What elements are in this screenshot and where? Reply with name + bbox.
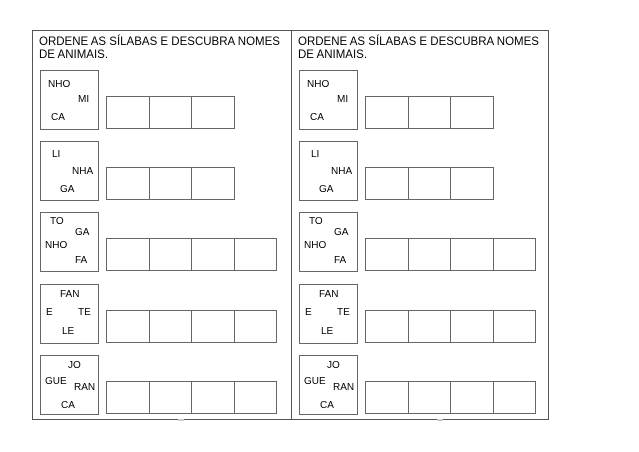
answer-cell[interactable] (106, 96, 150, 129)
answer-cell[interactable] (365, 381, 409, 414)
answer-cell[interactable] (149, 310, 193, 343)
answer-cell[interactable] (191, 238, 235, 271)
answer-cell[interactable] (493, 238, 537, 271)
syllable: GA (75, 227, 90, 238)
syllable-box (299, 284, 358, 344)
syllable: JO (68, 360, 81, 371)
syllable: LI (52, 149, 61, 160)
syllable: CA (320, 400, 334, 411)
answer-boxes (365, 167, 493, 200)
answer-cell[interactable] (149, 238, 193, 271)
syllable: FA (334, 255, 347, 266)
exercise-5 (299, 355, 549, 417)
syllable-box (40, 212, 99, 272)
syllable: GA (319, 184, 334, 195)
answer-cell[interactable] (493, 310, 537, 343)
exercise-2 (299, 141, 549, 203)
answer-cell[interactable] (106, 310, 150, 343)
answer-cell[interactable] (191, 381, 235, 414)
syllable: NHO (307, 79, 330, 90)
answer-boxes (106, 310, 276, 343)
syllable: FAN (319, 289, 339, 300)
exercise-4 (40, 284, 290, 346)
answer-cell[interactable] (234, 310, 278, 343)
syllable-box (299, 141, 358, 201)
syllable: GA (60, 184, 75, 195)
syllable: CA (51, 112, 65, 123)
syllable: GUE (304, 376, 326, 387)
answer-cell[interactable] (493, 381, 537, 414)
syllable: GA (334, 227, 349, 238)
syllable: NHA (72, 166, 94, 177)
exercise-1 (40, 70, 290, 132)
answer-cell[interactable] (106, 381, 150, 414)
answer-boxes (106, 381, 276, 414)
scan-mark (178, 419, 184, 421)
syllable-box (299, 355, 358, 415)
answer-boxes (365, 381, 535, 414)
syllable-box (299, 70, 358, 130)
answer-cell[interactable] (149, 381, 193, 414)
worksheet-right (292, 31, 550, 419)
exercise-5 (40, 355, 290, 417)
worksheet-title: ORDENE AS SÍLABAS E DESCUBRA NOMES DE ANIMAIS. (39, 36, 280, 61)
syllable: E (46, 307, 53, 318)
answer-cell[interactable] (408, 310, 452, 343)
answer-boxes (106, 96, 234, 129)
syllable: TE (78, 307, 91, 318)
exercise-2 (40, 141, 290, 203)
syllable: RAN (74, 382, 96, 393)
answer-cell[interactable] (408, 381, 452, 414)
answer-cell[interactable] (149, 96, 193, 129)
syllable: MI (78, 94, 90, 105)
syllable: LI (311, 149, 320, 160)
answer-cell[interactable] (149, 167, 193, 200)
syllable: LE (321, 326, 334, 337)
answer-cell[interactable] (450, 96, 494, 129)
syllable: RAN (333, 382, 355, 393)
worksheet-left (33, 31, 291, 419)
answer-cell[interactable] (365, 310, 409, 343)
syllable: TE (337, 307, 350, 318)
answer-cell[interactable] (234, 238, 278, 271)
answer-cell[interactable] (450, 238, 494, 271)
answer-cell[interactable] (106, 167, 150, 200)
syllable-box (40, 355, 99, 415)
exercise-3 (299, 212, 549, 274)
answer-cell[interactable] (408, 167, 452, 200)
answer-cell[interactable] (106, 238, 150, 271)
syllable-box (299, 212, 358, 272)
worksheet-sheet (32, 30, 549, 420)
answer-cell[interactable] (365, 96, 409, 129)
syllable: LE (62, 326, 75, 337)
answer-boxes (365, 310, 535, 343)
answer-cell[interactable] (234, 381, 278, 414)
answer-cell[interactable] (450, 381, 494, 414)
answer-boxes (365, 96, 493, 129)
answer-cell[interactable] (191, 167, 235, 200)
answer-boxes (106, 238, 276, 271)
syllable: NHO (48, 79, 71, 90)
syllable: TO (50, 216, 64, 227)
answer-cell[interactable] (408, 96, 452, 129)
answer-cell[interactable] (450, 310, 494, 343)
syllable: GUE (45, 376, 67, 387)
syllable: FAN (60, 289, 80, 300)
exercise-4 (299, 284, 549, 346)
syllable: NHA (331, 166, 353, 177)
exercise-1 (299, 70, 549, 132)
answer-cell[interactable] (365, 238, 409, 271)
answer-boxes (106, 167, 234, 200)
syllable-box (40, 70, 99, 130)
scan-mark (437, 419, 443, 421)
syllable: NHO (304, 240, 327, 251)
answer-cell[interactable] (365, 167, 409, 200)
syllable: CA (310, 112, 324, 123)
worksheet-title: ORDENE AS SÍLABAS E DESCUBRA NOMES DE ANIMAIS. (298, 36, 539, 61)
syllable: NHO (45, 240, 68, 251)
syllable: FA (75, 255, 88, 266)
answer-cell[interactable] (191, 310, 235, 343)
answer-boxes (365, 238, 535, 271)
syllable-box (40, 141, 99, 201)
answer-cell[interactable] (450, 167, 494, 200)
syllable: TO (309, 216, 323, 227)
answer-cell[interactable] (408, 238, 452, 271)
answer-cell[interactable] (191, 96, 235, 129)
exercise-3 (40, 212, 290, 274)
syllable: JO (327, 360, 340, 371)
syllable-box (40, 284, 99, 344)
syllable: E (305, 307, 312, 318)
syllable: MI (337, 94, 349, 105)
syllable: CA (61, 400, 75, 411)
